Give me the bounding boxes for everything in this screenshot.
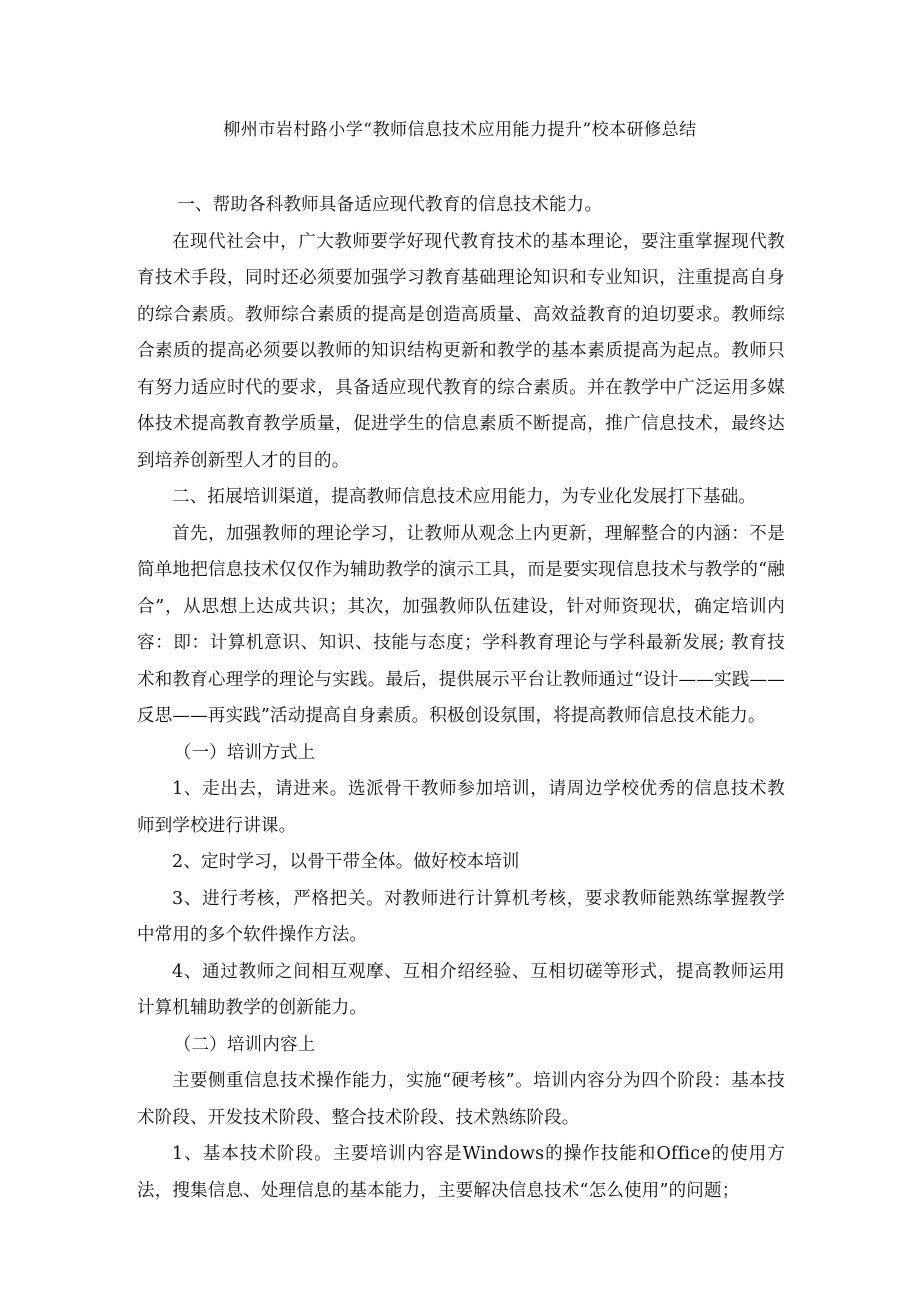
subsection-heading-training-content: （二）培训内容上 bbox=[173, 1034, 316, 1055]
list-item-2: 2、定时学习，以骨干带全体。做好校本培训 bbox=[172, 852, 520, 872]
list-item-basic-stage: 1、基本技术阶段。主要培训内容是Windows的操作技能和Office的使用方法，搜集信息、处理信息的基本能力，主要解决信息技术“怎么使用”的问题； bbox=[137, 1144, 785, 1201]
paragraph-hard-assessment: 主要侧重信息技术操作能力，实施“硬考核”。培训内容分为四个阶段：基本技术阶段、开发技术阶段、整合技术阶段、技术熟练阶段。 bbox=[137, 1071, 785, 1128]
paragraph-theory-study: 首先，加强教师的理论学习，让教师从观念上内更新，理解整合的内涵：不是简单地把信息技术仅仅作为辅助教学的演示工具，而是要实现信息技术与教学的“融合”，从思想上达成共识；其次，加强教师队伍建设，针对师资现状，确定培训内容：即：计算机意识、知识、技能与态度；学科教育理论与学科最新发展; 教育技术和教育心理学的理论与实践。最后，提供展示平台让教师通过“设计——实践——反思——再实践”活动提高自身素质。积极创设氛围，将提高教师信息技术能力。 bbox=[137, 523, 785, 726]
list-item-3: 3、进行考核，严格把关。对教师进行计算机考核，要求教师能熟练掌握教学中常用的多个软件操作方法。 bbox=[137, 888, 785, 945]
document-body bbox=[137, 187, 785, 1209]
paragraph-modern-education: 在现代社会中，广大教师要学好现代教育技术的基本理论，要注重掌握现代教育技术手段，同时还必须要加强学习教育基础理论知识和专业知识，注重提高自身的综合素质。教师综合素质的提高是创造高质量、高效益教育的迫切要求。教师综合素质的提高必须要以教师的知识结构更新和教学的基本素质提高为起点。教师只有努力适应时代的要求，具备适应现代教育的综合素质。并在教学中广泛运用多媒体技术提高教育教学质量，促进学生的信息素质不断提高，推广信息技术，最终达到培养创新型人才的目的。 bbox=[137, 231, 785, 471]
list-item-4: 4、通过教师之间相互观摩、互相介绍经验、互相切磋等形式，提高教师运用计算机辅助教学的创新能力。 bbox=[137, 961, 785, 1018]
section-heading-2: 二、拓展培训渠道，提高教师信息技术应用能力，为专业化发展打下基础。 bbox=[172, 487, 757, 507]
document-title: 柳州市岩村路小学“教师信息技术应用能力提升”校本研修总结 bbox=[223, 120, 697, 140]
list-item-1: 1、走出去，请进来。选派骨干教师参加培训，请周边学校优秀的信息技术教师到学校进行讲课。 bbox=[137, 779, 785, 836]
subsection-heading-training-method: （一）培训方式上 bbox=[173, 742, 316, 763]
section-heading-1: 一、帮助各科教师具备适应现代教育的信息技术能力。 bbox=[177, 195, 603, 215]
